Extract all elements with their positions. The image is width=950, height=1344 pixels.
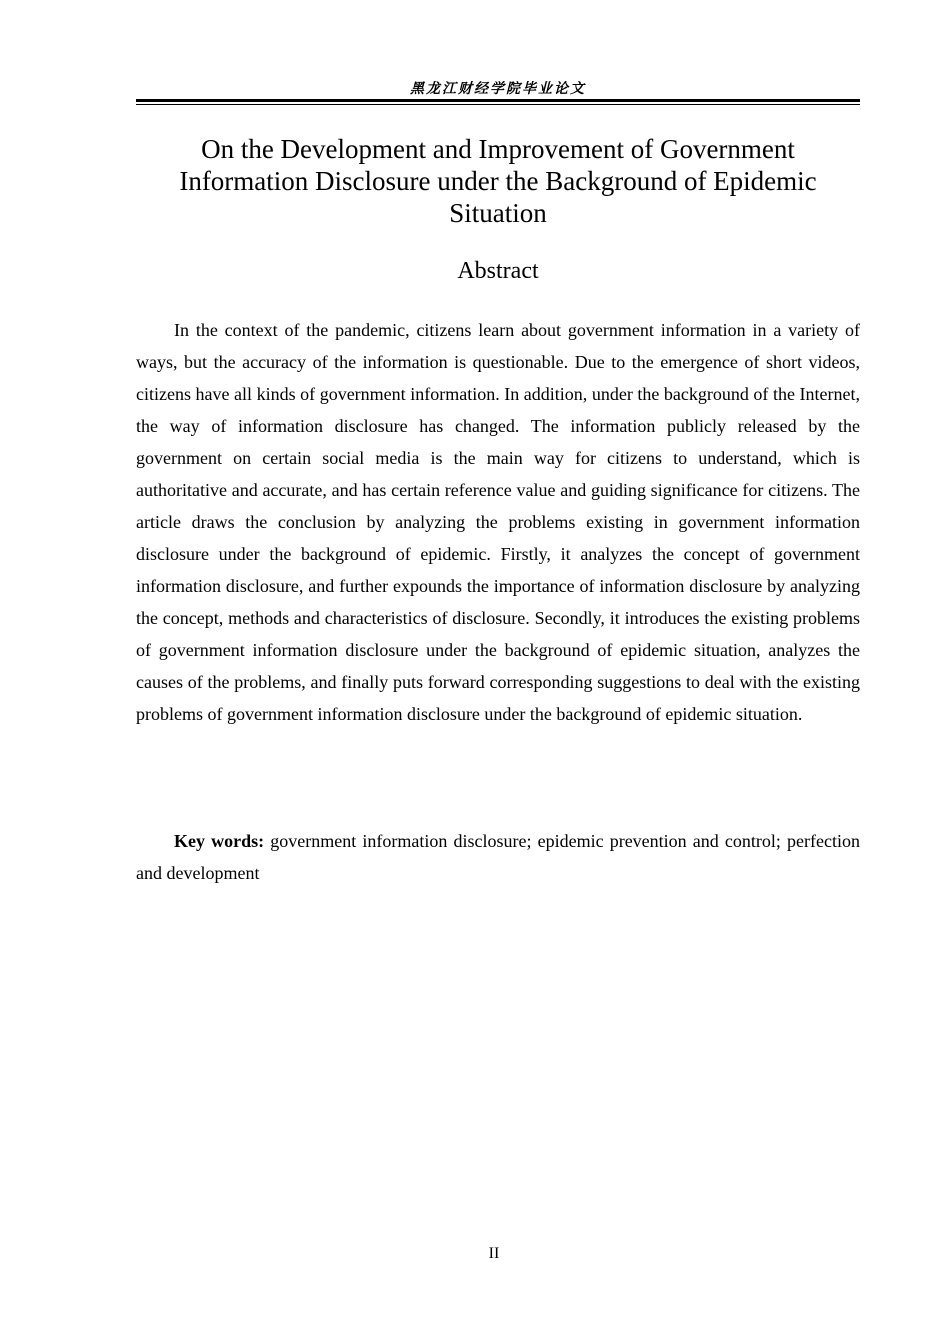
keywords-label: Key words:	[174, 831, 265, 851]
header-rule-thick	[136, 99, 860, 102]
keywords-text: government information disclosure; epidemic prevention and control; perfection and development	[136, 831, 860, 883]
abstract-body: In the context of the pandemic, citizens learn about government information in a variety of ways, but the accuracy of the information is questionable. Due to the emergence of short videos, citizens have all kinds of government information. In addition, under the background of the Internet, the way of information disclosure has changed. The information publicly released by the government on certain social media is the main way for citizens to understand, which is authoritative and accurate, and has certain reference value and guiding significance for citizens. The article draws the conclusion by analyzing the problems existing in government information disclosure under the background of epidemic. Firstly, it analyzes the concept of government information disclosure, and further expounds the importance of information disclosure by analyzing the concept, methods and characteristics of disclosure. Secondly, it introduces the existing problems of government information disclosure under the background of epidemic situation, analyzes the causes of the problems, and finally puts forward corresponding suggestions to deal with the existing problems of government information disclosure under the background of epidemic situation.	[136, 320, 860, 724]
header-rule-thin	[136, 104, 860, 105]
paper-title: On the Development and Improvement of Government Information Disclosure under the Background of Epidemic Situation	[179, 134, 817, 228]
page-number: II	[488, 1245, 500, 1262]
keywords-paragraph	[136, 825, 860, 889]
abstract-heading: Abstract	[457, 258, 539, 284]
running-header: 黑龙江财经学院毕业论文	[410, 81, 586, 97]
